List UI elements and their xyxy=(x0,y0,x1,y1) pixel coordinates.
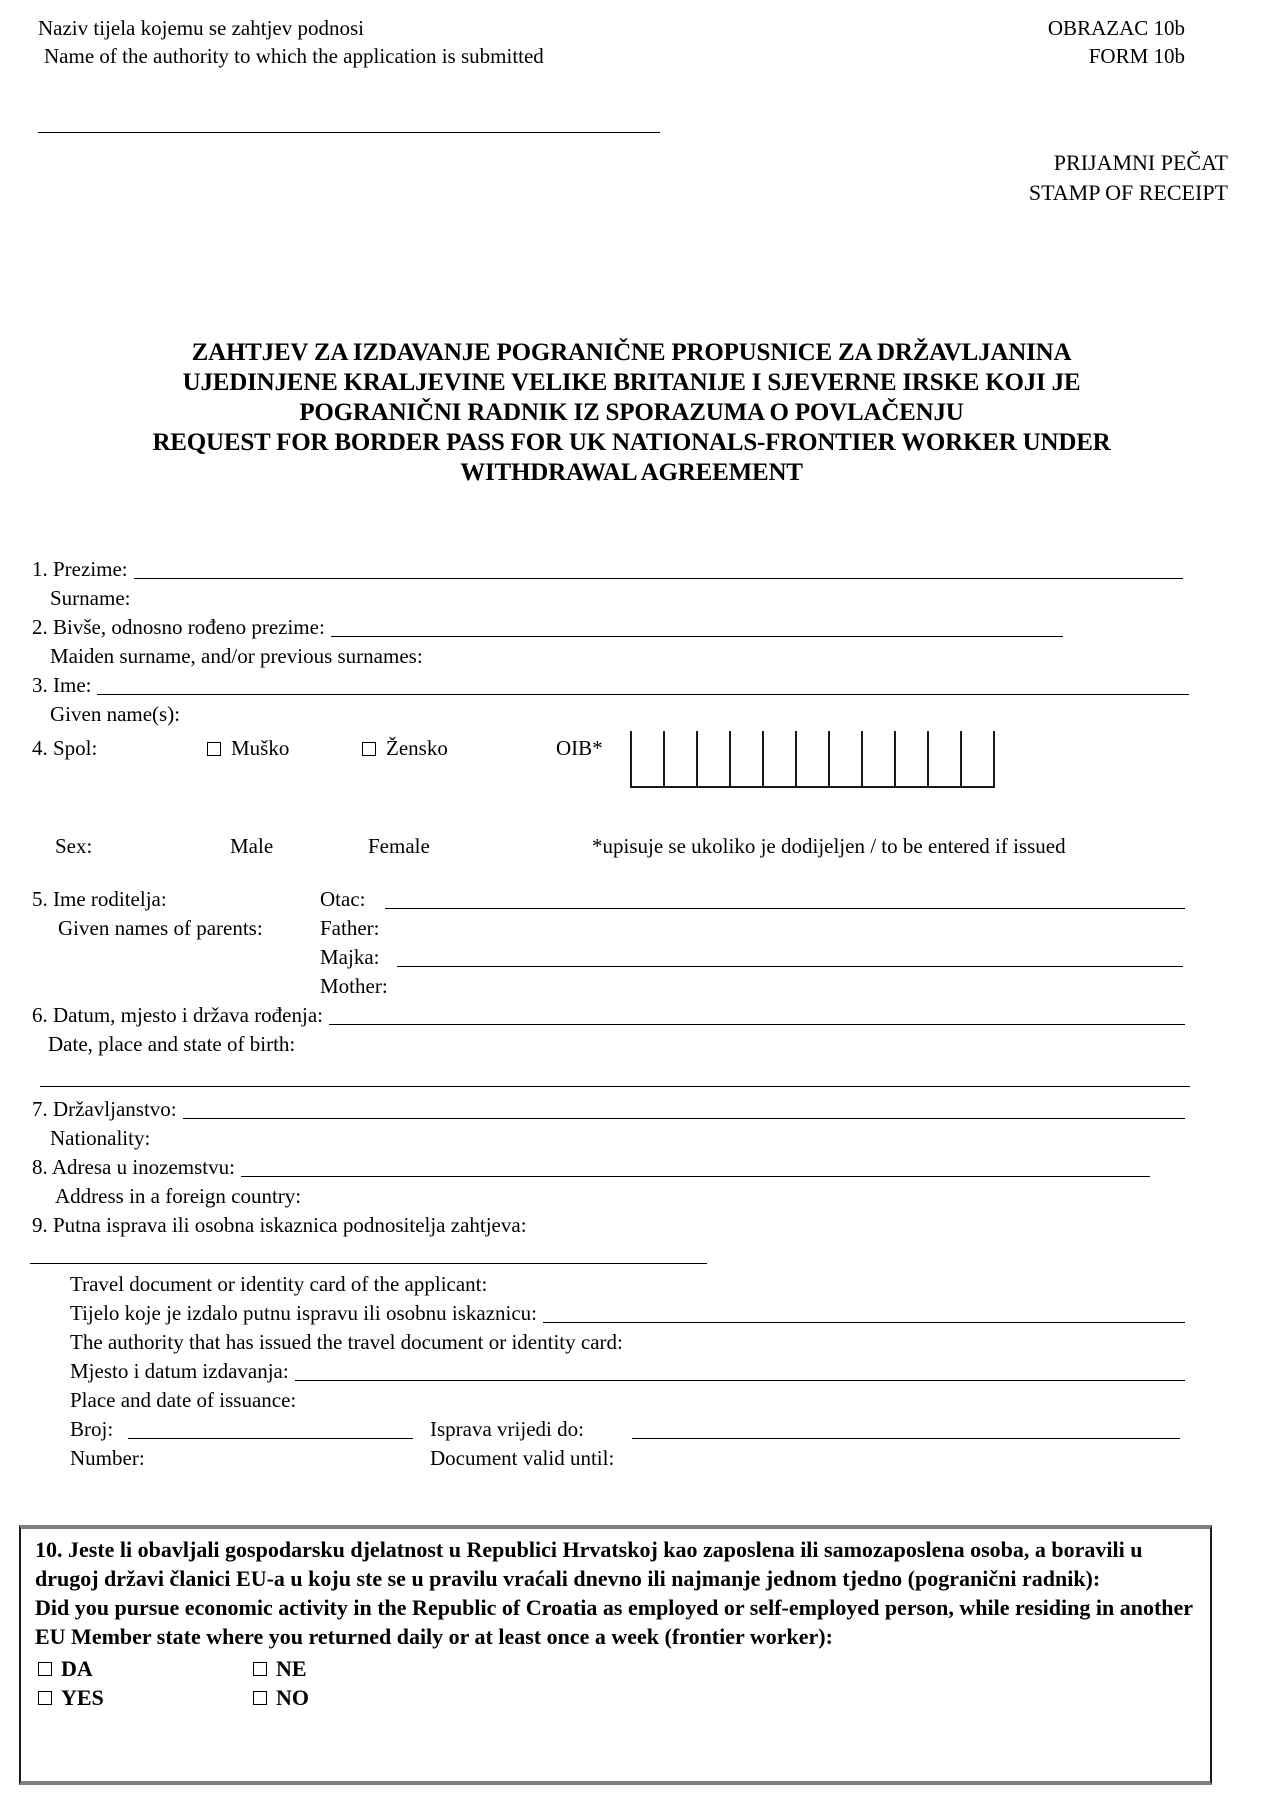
father-label-en: Father: xyxy=(320,916,380,940)
issuance-place-fill-line[interactable] xyxy=(295,1380,1185,1381)
valid-until-label-hr: Isprava vrijedi do: xyxy=(430,1417,584,1441)
field8-label-en: Address in a foreign country: xyxy=(55,1184,302,1208)
title-en-line1: REQUEST FOR BORDER PASS FOR UK NATIONALS-FRONTIER WORKER UNDER xyxy=(152,429,1111,456)
title-hr-line3: POGRANIČNI RADNIK IZ SPORAZUMA O POVLAČENJU xyxy=(299,399,964,426)
field7-label-hr: 7. Državljanstvo: xyxy=(32,1097,177,1121)
field7-label-en: Nationality: xyxy=(50,1126,151,1150)
field8-fill-line[interactable] xyxy=(241,1176,1150,1177)
field1-fill-line[interactable] xyxy=(134,578,1183,579)
checkbox-no[interactable] xyxy=(253,1691,267,1705)
father-label-hr: Otac: xyxy=(320,887,366,911)
checkbox-ne[interactable] xyxy=(253,1662,267,1676)
authority-label-hr: Naziv tijela kojemu se zahtjev podnosi xyxy=(38,16,364,40)
oib-cell[interactable] xyxy=(894,731,927,786)
mother-label-en: Mother: xyxy=(320,974,388,998)
issuer-fill-line[interactable] xyxy=(543,1322,1185,1323)
field3-fill-line[interactable] xyxy=(97,694,1189,695)
issuer-label-en: The authority that has issued the travel document or identity card: xyxy=(70,1330,623,1354)
title-hr-line1: ZAHTJEV ZA IZDAVANJE POGRANIČNE PROPUSNICE ZA DRŽAVLJANINA xyxy=(191,339,1072,366)
frontier-worker-question-box xyxy=(19,1525,1212,1785)
oib-label: OIB* xyxy=(556,736,603,760)
title-en-line2: WITHDRAWAL AGREEMENT xyxy=(460,459,803,486)
father-fill-line[interactable] xyxy=(385,908,1185,909)
number-label-en: Number: xyxy=(70,1446,145,1470)
form-title xyxy=(0,338,1263,488)
valid-until-label-en: Document valid until: xyxy=(430,1446,615,1470)
oib-cell[interactable] xyxy=(828,731,861,786)
issuance-place-label-en: Place and date of issuance: xyxy=(70,1388,297,1412)
checkbox-yes[interactable] xyxy=(38,1691,52,1705)
field4-label-hr: 4. Spol: xyxy=(32,736,98,760)
oib-cell[interactable] xyxy=(630,731,663,786)
field2-fill-line[interactable] xyxy=(331,636,1063,637)
oib-cell[interactable] xyxy=(762,731,795,786)
oib-cell[interactable] xyxy=(663,731,696,786)
mother-label-hr: Majka: xyxy=(320,945,380,969)
field3-label-hr: 3. Ime: xyxy=(32,673,92,697)
issuance-place-label-hr: Mjesto i datum izdavanja: xyxy=(70,1359,289,1383)
field6-label-en: Date, place and state of birth: xyxy=(48,1032,296,1056)
oib-grid[interactable] xyxy=(630,731,995,788)
stamp-label-en: STAMP OF RECEIPT xyxy=(1028,180,1228,205)
checkbox-da[interactable] xyxy=(38,1662,52,1676)
authority-label-en: Name of the authority to which the application is submitted xyxy=(44,44,544,68)
oib-cell[interactable] xyxy=(795,731,828,786)
field7-fill-line[interactable] xyxy=(183,1118,1185,1119)
number-fill-line[interactable] xyxy=(128,1438,413,1439)
oib-cell[interactable] xyxy=(729,731,762,786)
oib-cell[interactable] xyxy=(960,731,995,786)
checkbox-female[interactable] xyxy=(362,742,376,756)
field3-label-en: Given name(s): xyxy=(50,702,181,726)
field6-fill-line[interactable] xyxy=(329,1024,1185,1025)
da-label: DA xyxy=(61,1656,93,1681)
oib-cell[interactable] xyxy=(861,731,894,786)
oib-note: *upisuje se ukoliko je dodijeljen / to be entered if issued xyxy=(592,834,1066,858)
form-code-en: FORM 10b xyxy=(1088,44,1185,68)
field1-label-hr: 1. Prezime: xyxy=(32,557,128,581)
authority-fill-line[interactable] xyxy=(38,112,660,133)
field6-label-hr: 6. Datum, mjesto i država rođenja: xyxy=(32,1003,323,1027)
female-label-en: Female xyxy=(368,834,430,858)
field8-label-hr: 8. Adresa u inozemstvu: xyxy=(32,1155,235,1179)
field9-label-hr: 9. Putna isprava ili osobna iskaznica podnositelja zahtjeva: xyxy=(32,1213,527,1237)
field6-extra-fill-line[interactable] xyxy=(40,1066,1190,1087)
field1-label-en: Surname: xyxy=(50,586,131,610)
number-label-hr: Broj: xyxy=(70,1417,114,1441)
field9-label-en: Travel document or identity card of the applicant: xyxy=(70,1272,488,1296)
field5-label-hr: 5. Ime roditelja: xyxy=(32,887,167,911)
checkbox-male[interactable] xyxy=(207,742,221,756)
female-label-hr: Žensko xyxy=(386,736,448,760)
male-label-en: Male xyxy=(230,834,274,858)
yes-label: YES xyxy=(61,1685,104,1710)
field5-label-en: Given names of parents: xyxy=(58,916,263,940)
oib-cell[interactable] xyxy=(696,731,729,786)
title-hr-line2: UJEDINJENE KRALJEVINE VELIKE BRITANIJE I SJEVERNE IRSKE KOJI JE xyxy=(182,369,1081,396)
male-label-hr: Muško xyxy=(231,736,290,760)
no-label: NO xyxy=(276,1685,309,1710)
ne-label: NE xyxy=(276,1656,307,1681)
stamp-label-hr: PRIJAMNI PEČAT xyxy=(1053,150,1228,175)
mother-fill-line[interactable] xyxy=(397,966,1183,967)
sex-label-en: Sex: xyxy=(55,834,93,858)
valid-until-fill-line[interactable] xyxy=(632,1438,1180,1439)
form-code-hr: OBRAZAC 10b xyxy=(1047,16,1185,40)
oib-cell[interactable] xyxy=(927,731,960,786)
question10-text-hr: 10. Jeste li obavljali gospodarsku djelatnost u Republici Hrvatskoj kao zaposlena ili samozaposlena osoba, a boravili u drugoj državi članici EU-a u koju ste se u pravilu vraćali dnevno ili najmanje jednom tjedno (pogranični radnik): xyxy=(35,1537,1143,1591)
field2-label-hr: 2. Bivše, odnosno rođeno prezime: xyxy=(32,615,325,639)
travel-document-fill-line[interactable] xyxy=(30,1243,707,1264)
issuer-label-hr: Tijelo koje je izdalo putnu ispravu ili osobnu iskaznicu: xyxy=(70,1301,538,1325)
question10-text-en: Did you pursue economic activity in the Republic of Croatia as employed or self-employed person, while residing in another EU Member state where you returned daily or at least once a week (frontier worker): xyxy=(35,1595,1193,1649)
field2-label-en: Maiden surname, and/or previous surnames: xyxy=(50,644,423,668)
